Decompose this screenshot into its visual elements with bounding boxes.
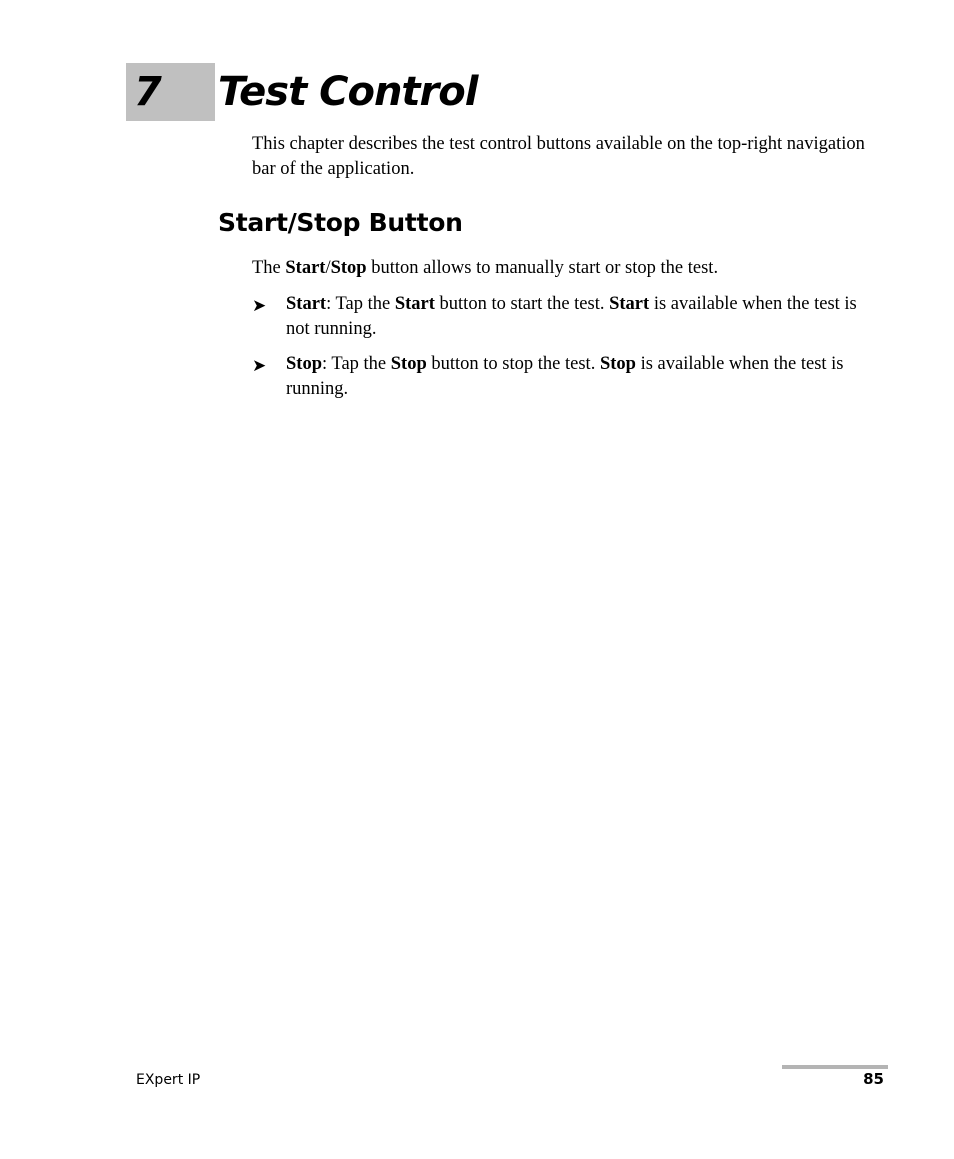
bullet-text-part: : Tap the: [326, 294, 395, 314]
bullet-bold: Stop: [599, 354, 636, 374]
section-heading: Start/Stop Button: [218, 208, 463, 237]
bullet-text-part: is available when the test is not running.: [286, 294, 857, 339]
bullet-bold: Start: [609, 294, 650, 314]
bullet-text-part: button to stop the test.: [426, 354, 600, 374]
para-text: The: [252, 258, 286, 278]
para-text: /: [325, 258, 331, 278]
bullet-text-part: is available when the test is running.: [286, 354, 844, 399]
bullet-text-part: : Tap the: [322, 354, 391, 374]
para-text: button allows to manually start or stop the test.: [366, 258, 719, 278]
bullet-bold: Stop: [390, 354, 427, 374]
bullet-bold: Start: [394, 294, 435, 314]
para-bold-start: Start: [285, 258, 326, 278]
footer-page-number: 85: [863, 1070, 884, 1088]
chapter-number: 7: [134, 69, 162, 115]
bullet-bold: Stop: [286, 354, 322, 374]
para-bold-stop: Stop: [330, 258, 367, 278]
bullet-item-start: [252, 292, 884, 342]
bullet-text: [286, 292, 884, 342]
bullet-text: [286, 352, 884, 402]
footer-product-name: EXpert IP: [136, 1072, 201, 1088]
arrow-bullet-icon: ➤: [252, 356, 267, 375]
section-paragraph: [252, 256, 882, 281]
bullet-item-stop: [252, 352, 884, 402]
intro-paragraph: This chapter describes the test control buttons available on the top-right navigation bar of the application.: [252, 134, 865, 179]
chapter-title: Test Control: [218, 69, 478, 115]
bullet-bold: Start: [286, 294, 327, 314]
arrow-bullet-icon: ➤: [252, 296, 267, 315]
bullet-text-part: button to start the test.: [434, 294, 610, 314]
